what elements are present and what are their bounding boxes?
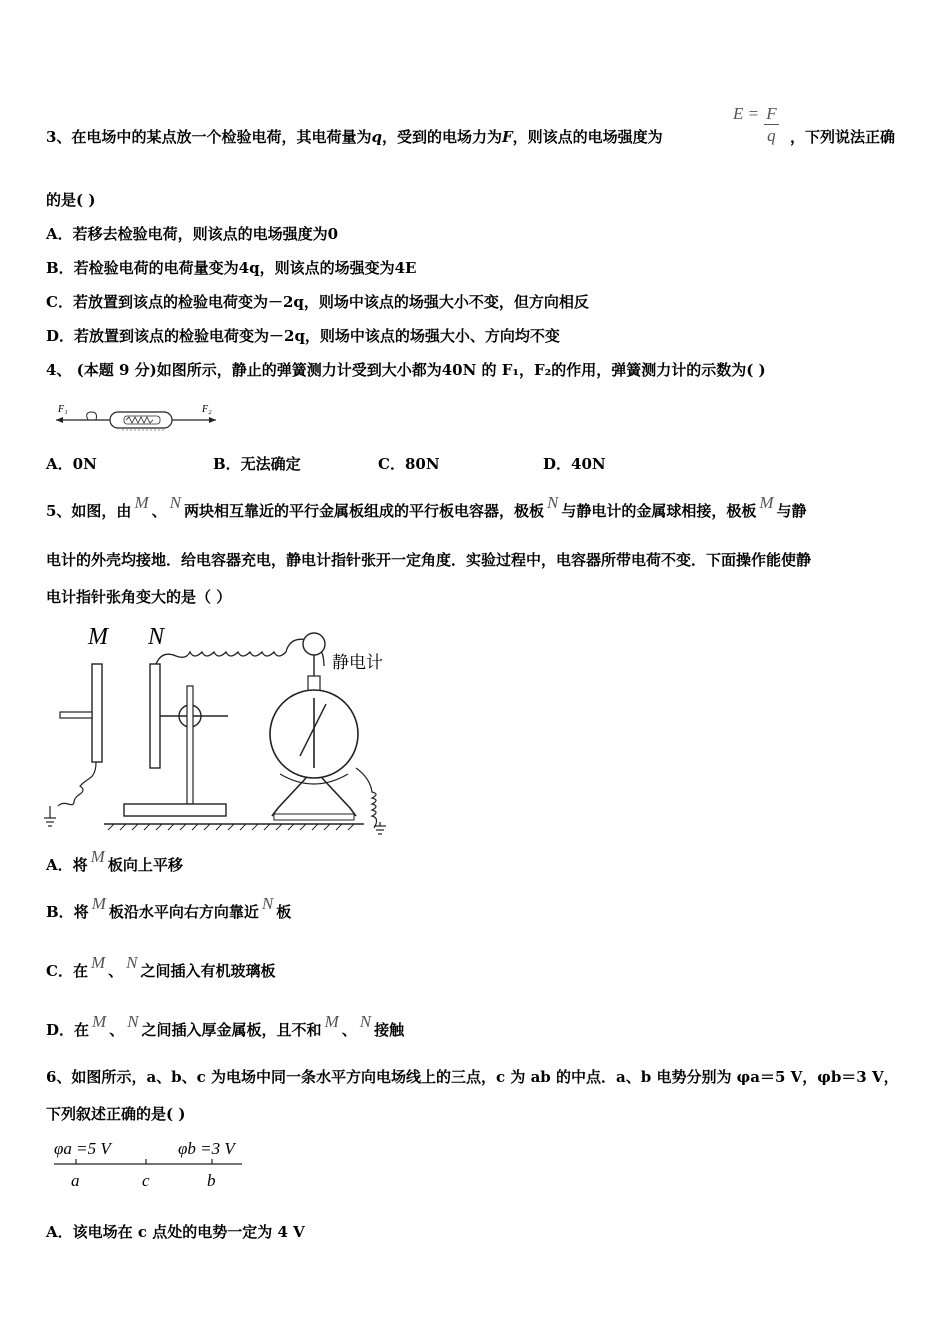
q3-formula-lhs (733, 104, 759, 124)
plate-m (92, 664, 102, 762)
fig-point-c: c (142, 1171, 150, 1190)
q4-option-a: A．0N (46, 455, 97, 473)
capacitor-electroscope-figure (44, 618, 394, 840)
q3-formula-numerator: F (766, 104, 777, 123)
q3-stem-part-b: ，受到的电场力为 (381, 128, 502, 146)
electrometer-feet (274, 814, 354, 820)
plate-n (150, 664, 160, 768)
q5-sep: 、 (151, 502, 167, 520)
q5-var-m-2: M (759, 493, 774, 512)
electrometer-ball (303, 633, 325, 655)
plate-m-handle (60, 712, 92, 718)
q5-opt-c-sep: 、 (108, 962, 124, 980)
q3-stem-part-c: ，则该点的电场强度为 (512, 128, 663, 146)
q5-stem-part-b: 两块相互靠近的平行金属板组成的平行板电容器，极板 (183, 502, 544, 520)
q3-formula-fraction (764, 104, 778, 147)
hook-left (87, 412, 97, 420)
stand-rod (187, 686, 193, 804)
q3-stem-part-a: 3、在电场中的某点放一个检验电荷，其电荷量为 (46, 128, 372, 146)
q5-stem-part-a: 5、如图，由 (46, 502, 132, 520)
q3-option-b: B．若检验电荷的电荷量变为4q，则该点的场强变为4E (46, 259, 417, 277)
q6-option-a: A．该电场在 c 点处的电势一定为 4 V (46, 1223, 305, 1241)
q5-stem-part-d: 与静 (776, 502, 807, 520)
q3-stem-line2: 的是( ) (46, 191, 96, 209)
fig-label-m: M (88, 624, 108, 650)
fig-label-electrometer: 静电计 (332, 653, 383, 673)
f2-arrowhead (209, 417, 216, 423)
q3-var-f: F (501, 128, 513, 146)
q5-opt-a-part1: A．将 (46, 856, 88, 874)
fig-phi-b: φb =3 V (178, 1139, 235, 1158)
q5-var-n-2: N (547, 493, 559, 512)
q5-opt-c-var-n: N (126, 953, 138, 972)
q5-stem-line1 (46, 493, 807, 521)
q5-var-n: N (169, 493, 181, 512)
q5-opt-b-part3: 板 (276, 903, 292, 921)
q5-stem-part-c: 与静电计的金属球相接，极板 (561, 502, 757, 520)
q5-option-b (46, 894, 292, 922)
field-line-figure (50, 1134, 250, 1194)
q3-option-d: D．若放置到该点的检验电荷变为－2q，则场中该点的场强大小、方向均不变 (46, 327, 560, 345)
q3-stem-line1 (46, 127, 663, 147)
q3-var-q: q (371, 128, 382, 146)
q5-option-c (46, 953, 276, 981)
fig-phi-a: φa =5 V (54, 1139, 111, 1158)
q5-opt-a-var-m: M (90, 847, 105, 866)
q3-stem-part-d: ，下列说法正确 (790, 128, 896, 146)
q5-opt-c-var-m: M (90, 953, 106, 972)
fig-point-b: b (207, 1171, 216, 1190)
q5-opt-d-var-n: N (127, 1012, 139, 1031)
q5-var-m: M (134, 493, 149, 512)
stand-base (124, 804, 226, 816)
q5-opt-c-part2: 之间插入有机玻璃板 (140, 962, 276, 980)
q5-opt-c-part1: C．在 (46, 962, 88, 980)
q5-opt-d-part3: 接触 (374, 1021, 405, 1039)
q5-opt-b-var-m: M (91, 894, 106, 913)
connecting-wire (156, 639, 324, 666)
spring-scale-figure (52, 398, 222, 434)
q6-stem-line1: 6、如图所示，a、b、c 为电场中同一条水平方向电场线上的三点，c 为 ab 的中点．a、b 电势分别为 φa＝5 V，φb＝3 V， (46, 1068, 899, 1086)
q6-stem-line2: 下列叙述正确的是( ) (46, 1105, 186, 1123)
plate-m-ground-wire (58, 762, 96, 806)
fig-point-a: a (71, 1171, 80, 1190)
q3-formula-lhs-text: E = (733, 103, 760, 123)
q3-formula (733, 104, 779, 147)
q5-opt-d-var-m-2: M (324, 1012, 339, 1031)
fig-label-n: N (148, 624, 165, 650)
q5-stem-line2: 电计的外壳均接地．给电容器充电，静电计指针张开一定角度．实验过程中，电容器所带电荷不变．下面操作能使静 (46, 551, 812, 569)
q3-option-c: C．若放置到该点的检验电荷变为－2q，则场中该点的场强大小不变，但方向相反 (46, 293, 589, 311)
q4-option-c: C．80N (378, 455, 440, 473)
q5-option-a (46, 847, 183, 875)
f1-arrowhead (56, 417, 63, 423)
q5-opt-a-part2: 板向上平移 (107, 856, 183, 874)
floor-hatching (108, 824, 354, 830)
electrometer-ground-wire (356, 768, 377, 828)
q4-stem: 4、 (本题 9 分)如图所示，静止的弹簧测力计受到大小都为40N 的 F₁，F₂的作用，弹簧测力计的示数为( ) (46, 361, 766, 379)
q5-opt-d-var-m: M (92, 1012, 107, 1031)
q3-option-a: A．若移去检验电荷，则该点的电场强度为0 (46, 225, 339, 243)
q4-option-d: D．40N (543, 455, 606, 473)
q5-opt-d-part2: 之间插入厚金属板，且不和 (141, 1021, 322, 1039)
q5-opt-d-sep: 、 (109, 1021, 125, 1039)
q4-option-b: B．无法确定 (213, 455, 301, 473)
q5-opt-d-sep-2: 、 (341, 1021, 357, 1039)
f1-label: F₁ (58, 404, 68, 415)
q3-formula-denominator: q (767, 126, 776, 145)
q5-opt-b-var-n: N (261, 894, 274, 913)
q5-opt-d-var-n-2: N (359, 1012, 372, 1031)
q5-opt-d-part1: D．在 (46, 1021, 90, 1039)
q5-opt-b-part1: B．将 (46, 903, 89, 921)
q5-option-d (46, 1012, 405, 1040)
q5-stem-line3: 电计指针张角变大的是（ ） (46, 588, 232, 606)
q5-opt-b-part2: 板沿水平向右方向靠近 (108, 903, 259, 921)
f2-label: F₂ (202, 404, 212, 415)
